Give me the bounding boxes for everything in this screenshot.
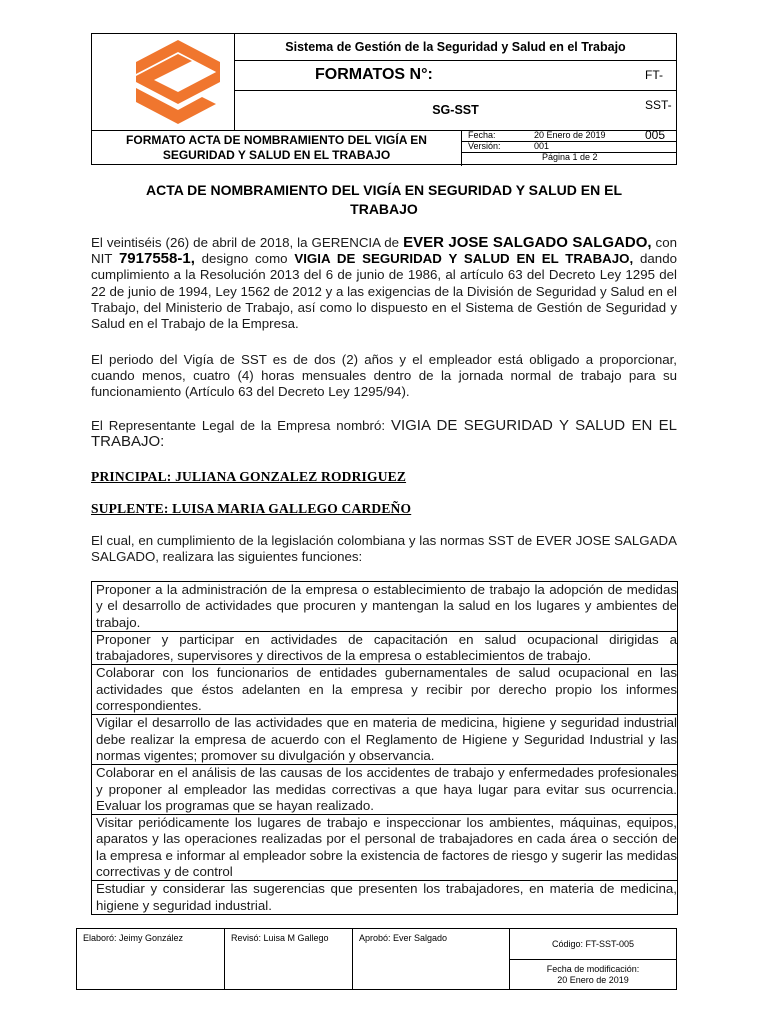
format-code: FT-SST-005: [645, 68, 672, 142]
principal-name: PRINCIPAL: JULIANA GONZALEZ RODRIGUEZ: [91, 469, 407, 484]
function-item: Colaborar con los funcionarios de entidades gubernamentales de salud ocupacional en las actividades que éstos adelanten en la empresa y recibir por derecho propio los informes correspondientes.: [92, 665, 677, 715]
form-title-line1: FORMATO ACTA DE NOMBRAMIENTO DEL VIGÍA EN: [126, 133, 427, 147]
footer-fecha-mod-label: Fecha de modificación:: [546, 964, 640, 974]
footer-code-cell: [510, 929, 676, 989]
p1-text-d: dando cumplimiento a la Resolución 2013 del 6 de junio de 1986, al artículo 63 del Decreto Ley 1295 del 22 de junio de 1994, Ley 1562 de 2012 y a las exigencias de la División de Seguridad y Salud en el Trabajo, del Ministerio de Trabajo, así como lo dispuesto en el Sistema de Gestión de Seguridad y Salud en el Trabajo de la Empresa.: [91, 251, 677, 332]
form-meta: [462, 131, 676, 166]
document-title-line2: TRABAJO: [350, 201, 418, 217]
logo-cell: [92, 34, 235, 130]
function-item: Proponer a la administración de la empresa o establecimiento de trabajo la adopción de medidas y el desarrollo de actividades que procuren y mantengan la salud en los lugares y ambientes de trabajo.: [92, 582, 677, 632]
vigia-role: VIGIA DE SEGURIDAD Y SALUD EN EL TRABAJO,: [294, 251, 634, 267]
footer-modification: [510, 960, 676, 986]
footer-reviso: Revisó: Luisa M Gallego: [225, 929, 353, 989]
functions-table: [91, 581, 678, 915]
document-title: [91, 181, 677, 219]
document-footer: [76, 928, 677, 990]
function-item: Colaborar en el análisis de las causas de los accidentes de trabajo y enfermedades profesionales y proponer al empleador las medidas correctivas a que haya lugar para evitar sus ocurrencia. Evaluar los programas que se hayan realizado.: [92, 765, 677, 815]
form-title-line2: SEGURIDAD Y SALUD EN EL TRABAJO: [162, 148, 391, 162]
version-label: Versión:: [468, 141, 501, 151]
fecha-label: Fecha:: [468, 130, 496, 140]
function-item: Vigilar el desarrollo de las actividades que en materia de medicina, higiene y seguridad industrial debe realizar la empresa de acuerdo con el Reglamento de Higiene y Seguridad Industrial y las normas vigentes; promover su divulgación y observancia.: [92, 715, 677, 765]
p1-text-a: El veintiséis (26) de abril de 2018, la GERENCIA de: [91, 235, 404, 250]
fecha-value: 20 Enero de 2019: [534, 130, 606, 140]
formats-label: FORMATOS N°:: [315, 66, 433, 83]
paragraph-representative: [91, 418, 677, 450]
suplente-name: SUPLENTE: LUISA MARIA GALLEGO CARDEÑO: [91, 501, 412, 516]
function-item: Visitar periódicamente los lugares de trabajo e inspeccionar los ambientes, máquinas, equipos, aparatos y las operaciones realizadas por el personal de trabajadores en cada área o sección de la empresa e informar al empleador sobre la existencia de factores de riesgo y sugerir las medidas correctivas y de control: [92, 815, 677, 881]
document-header: [91, 33, 677, 165]
company-nit: 7917558-1,: [118, 250, 195, 268]
p1-text-c: designo como: [194, 251, 295, 267]
footer-elaboro: Elaboró: Jeimy González: [77, 929, 225, 989]
p1-text-b: con NIT: [91, 235, 677, 267]
page-label: Página 1 de 2: [542, 152, 598, 162]
system-title: Sistema de Gestión de la Seguridad y Salud en el Trabajo: [235, 34, 676, 61]
footer-aprobo: Aprobó: Ever Salgado: [353, 929, 510, 989]
paragraph-period: El periodo del Vigía de SST es de dos (2) años y el empleador está obligado a proporcionar, cuando menos, cuatro (4) horas mensuales dentro de la jornada normal de trabajo para su funcionamiento (Artículo 63 del Decreto Ley 1295/94).: [91, 352, 677, 400]
company-name: EVER JOSE SALGADO SALGADO,: [403, 234, 652, 251]
page-row: [462, 153, 676, 164]
company-logo: [132, 36, 224, 128]
p3-text-a: El Representante Legal de la Empresa nombró:: [91, 418, 391, 433]
form-title: [92, 131, 462, 166]
function-item: Proponer y participar en actividades de capacitación en salud ocupacional dirigidas a trabajadores, supervisores y directivos de la empresa o establecimientos de trabajo.: [92, 632, 677, 666]
footer-codigo: Código: FT-SST-005: [510, 929, 676, 960]
paragraph-appointment: [91, 235, 677, 332]
document-title-line1: ACTA DE NOMBRAMIENTO DEL VIGÍA EN SEGURIDAD Y SALUD EN EL: [145, 182, 623, 198]
sg-sst-label: SG-SST: [432, 103, 479, 117]
footer-fecha-mod-value: 20 Enero de 2019: [557, 975, 629, 985]
header-bottom-row: [92, 130, 676, 164]
paragraph-functions-intro: El cual, en cumplimiento de la legislación colombiana y las normas SST de EVER JOSE SALGADA SALGADO, realizara las siguientes funciones:: [91, 533, 677, 565]
p3-role: VIGIA DE SEGURIDAD Y SALUD EN EL TRABAJO:: [91, 417, 677, 451]
version-value: 001: [534, 141, 550, 151]
function-item: Estudiar y considerar las sugerencias que presenten los trabajadores, en materia de medicina, higiene y seguridad industrial.: [96, 881, 677, 913]
